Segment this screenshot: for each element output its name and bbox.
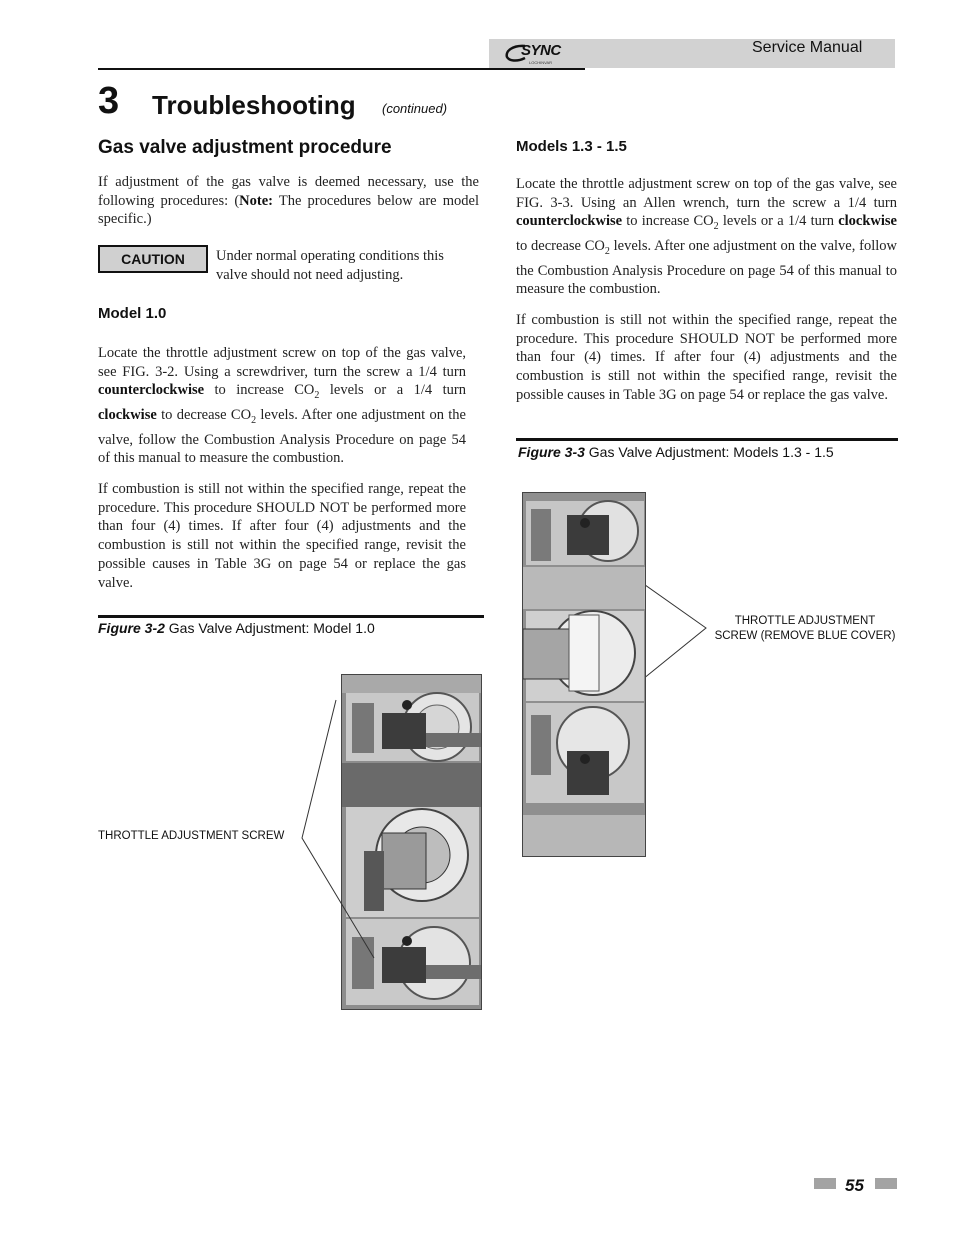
model-1-0-heading: Model 1.0	[98, 305, 167, 322]
models-1-3-1-5-heading: Models 1.3 - 1.5	[516, 138, 627, 155]
subscript: 2	[713, 221, 719, 233]
figure-title: Gas Valve Adjustment: Models 1.3 - 1.5	[584, 444, 834, 460]
figure-3-2-callout: THROTTLE ADJUSTMENT SCREW	[98, 830, 285, 842]
chapter-continued: (continued)	[382, 101, 448, 116]
intro-note-label: Note:	[239, 192, 273, 209]
manual-label: Service Manual	[752, 39, 863, 56]
bold-run: clockwise	[98, 407, 157, 423]
text-run: Locate the throttle adjustment screw on top of the gas valve, see FIG. 3-2. Using a screwdriver, turn the screw a 1/4 turn	[98, 345, 466, 380]
callout-line-2: SCREW (REMOVE BLUE COVER)	[714, 630, 896, 642]
figure-3-3-rule	[516, 438, 898, 441]
subscript: 2	[604, 245, 610, 257]
text-run: levels. After one adjustment on the valve, follow the Combustion Analysis Procedure on page 54 of this manual to measure the combustion.	[98, 407, 466, 467]
caution-text: Under normal operating conditions this valve should not need adjusting.	[216, 248, 444, 283]
callout-line-1: THROTTLE ADJUSTMENT	[734, 615, 876, 627]
text-run: Locate the throttle adjustment screw on top of the gas valve, see FIG. 3-3. Using an Allen wrench, turn the screw a 1/4 turn	[516, 176, 897, 211]
intro-text-2: The procedures below are model specific.)	[98, 192, 479, 228]
page-bar-right	[875, 1178, 897, 1189]
text-run: levels or a 1/4 turn	[718, 213, 839, 230]
text-run: to decrease CO	[516, 238, 605, 254]
models-1-3-paragraph-2: If combustion is still not within the specified range, repeat the procedure. This procedure SHOULD NOT be performed more than four (4) times. If after four (4) adjustments and the combustion is still not within the specified range, revisit the possible causes in Table 3G on page 54 or replace the gas valve.	[516, 312, 897, 403]
figure-label: Figure 3-2	[98, 620, 165, 636]
bold-run: counterclockwise	[98, 382, 205, 399]
text-run: levels. After one adjustment on the valve, follow the Combustion Analysis Procedure on page 54 of this manual to measure the combustion.	[516, 238, 897, 298]
chapter-number: 3	[98, 80, 120, 122]
page-bar-left	[814, 1178, 836, 1189]
figure-label: Figure 3-3	[518, 444, 585, 460]
text-run: to increase CO	[622, 213, 714, 230]
text-run: to increase CO	[204, 382, 315, 399]
chapter-title: Troubleshooting	[152, 90, 356, 120]
page-number: 55	[845, 1176, 864, 1195]
figure-3-3-caption	[518, 444, 834, 460]
figure-title: Gas Valve Adjustment: Model 1.0	[164, 620, 375, 636]
intro-text-1: If adjustment of the gas valve is deemed necessary, use the following procedures: (	[98, 174, 479, 209]
subscript: 2	[314, 390, 320, 402]
subscript: 2	[251, 414, 257, 426]
text-run: to decrease CO	[156, 407, 252, 423]
figure-3-3-callout	[710, 614, 900, 644]
bold-run: counterclockwise	[516, 213, 623, 230]
text-run: levels or a 1/4 turn	[319, 382, 466, 399]
figure-3-3-image	[522, 492, 646, 857]
bold-run: clockwise	[838, 213, 897, 230]
logo-subtext: LOCHINVAR	[529, 60, 553, 65]
section-heading: Gas valve adjustment procedure	[98, 137, 392, 158]
model-1-0-paragraph-2: If combustion is still not within the specified range, repeat the procedure. This procedure SHOULD NOT be performed more than four (4) times. If after four (4) adjustments and the combustion is still not within the specified range, revisit the possible causes in Table 3G on page 54 or replace the gas valve.	[98, 481, 466, 591]
caution-badge: CAUTION	[98, 245, 208, 273]
models-1-3-paragraph-1	[516, 175, 897, 299]
logo-text: SYNC	[521, 42, 561, 59]
